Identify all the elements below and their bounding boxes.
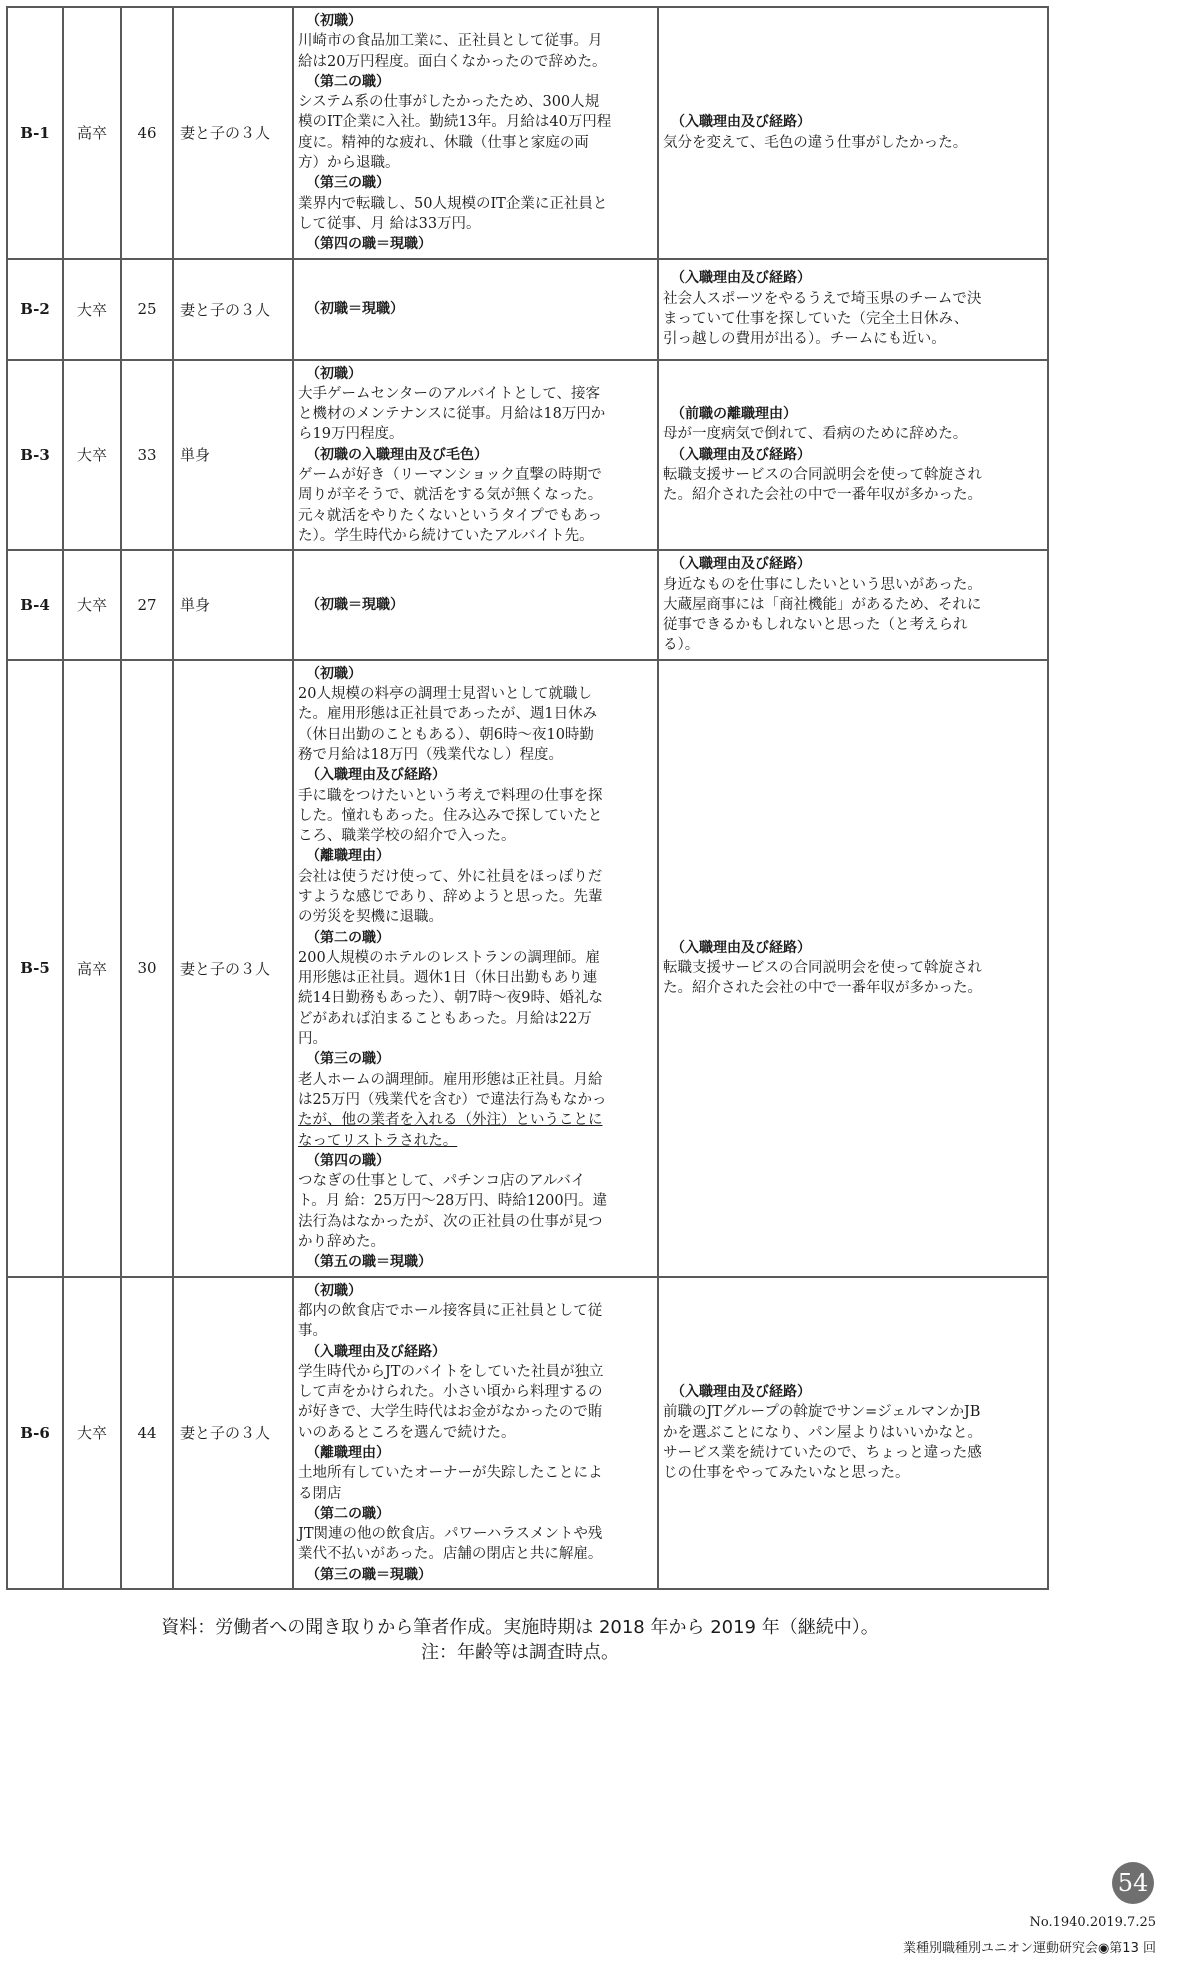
education-cell: 大卒 — [63, 360, 121, 551]
career-history-cell — [293, 7, 658, 259]
career-text-line: 事。 — [298, 1323, 327, 1340]
reason-text-line: かを選ぶことになり、パン屋よりはいいかなと。 — [663, 1424, 982, 1441]
career-section-heading: （第五の職＝現職） — [306, 1254, 432, 1271]
career-text-line: （休日出勤のこともある）、朝6時～夜10時勤 — [298, 726, 594, 743]
case-id-cell: B-4 — [7, 550, 63, 659]
career-text-line: 都内の飲食店でホール接客員に正社員として従 — [298, 1302, 603, 1319]
career-section-heading: （第三の職＝現職） — [306, 1566, 432, 1583]
career-text-line: が好きで、大学生時代はお金がなかったので賄 — [298, 1404, 603, 1421]
education-cell: 大卒 — [63, 259, 121, 360]
case-id-cell: B-5 — [7, 660, 63, 1277]
entry-reason-cell — [658, 7, 1048, 259]
career-text-line: 20人規模の料亭の調理士見習いとして就職し — [298, 686, 592, 703]
career-section-heading: （初職） — [306, 1282, 362, 1299]
career-text-line: 会社は使うだけ使って、外に社員をほっぽりだ — [298, 868, 603, 885]
entry-reason-cell — [658, 660, 1048, 1277]
career-section-heading: （初職の入職理由及び毛色） — [306, 446, 488, 463]
career-text-line: ト。月 給：25万円～28万円、時給1200円。違 — [298, 1193, 608, 1210]
career-section-heading: （第二の職） — [306, 73, 390, 90]
career-text-line: 業界内で転職し、50人規模のIT企業に正社員と — [298, 195, 608, 212]
career-section-heading: （第三の職） — [306, 175, 390, 192]
reason-text-line: まっていて仕事を探していた（完全土日休み、 — [663, 311, 969, 328]
family-cell: 単身 — [173, 550, 293, 659]
career-section-heading: （入職理由及び経路） — [306, 1343, 446, 1360]
reason-text-line: 従事できるかもしれないと思った（と考えられ — [663, 617, 968, 634]
career-section-heading: （初職） — [306, 665, 362, 682]
career-text-line: 用形態は正社員。週休1日（休日出勤もあり連 — [298, 970, 598, 987]
career-text-line: ゲームが好き（リーマンショック直撃の時期で — [298, 467, 602, 484]
career-text-line: 老人ホームの調理師。雇用形態は正社員。月給 — [298, 1071, 603, 1088]
education-cell: 大卒 — [63, 550, 121, 659]
reason-section-heading: （入職理由及び経路） — [671, 446, 811, 463]
reason-text-line: 前職のJTグループの斡旋でサン=ジェルマンかJB — [663, 1404, 981, 1421]
career-text-line: 学生時代からJTのバイトをしていた社員が独立 — [298, 1363, 604, 1380]
career-section-heading: （初職＝現職） — [306, 300, 404, 317]
reason-text-line: 社会人スポーツをやるうえで埼玉県のチームで決 — [663, 290, 982, 307]
reason-text-line: 身近なものを仕事にしたいという思いがあった。 — [663, 576, 982, 593]
family-cell: 妻と子の３人 — [173, 259, 293, 360]
interview-case-table — [6, 6, 1049, 1590]
career-history-cell — [293, 360, 658, 551]
career-text-line: いのあるところを選んで続けた。 — [298, 1424, 516, 1441]
reason-text-line: 大蔵屋商事には「商社機能」があるため、それに — [663, 596, 982, 613]
age-cell: 30 — [121, 660, 173, 1277]
career-history-cell — [293, 1277, 658, 1589]
career-text-line: の労災を契機に退職。 — [298, 909, 443, 926]
career-text-line: る閉店 — [298, 1485, 342, 1502]
source-note-line: 注：年齢等は調査時点。 — [421, 1642, 619, 1663]
career-section-heading: （初職） — [306, 365, 362, 382]
page-number-badge: 54 — [1112, 1862, 1154, 1904]
case-id-cell: B-2 — [7, 259, 63, 360]
reason-text-line: 転職支援サービスの合同説明会を使って斡旋され — [663, 960, 982, 977]
case-id-cell: B-6 — [7, 1277, 63, 1589]
career-text-line: システム系の仕事がしたかったため、300人規 — [298, 94, 600, 111]
age-cell: 33 — [121, 360, 173, 551]
career-history-cell — [293, 660, 658, 1277]
career-section-heading: （離職理由） — [306, 1445, 390, 1461]
career-text-line: 土地所有していたオーナーが失踪したことによ — [298, 1465, 603, 1482]
career-text-line: 務で月給は18万円（残業代なし）程度。 — [298, 746, 563, 763]
table-body — [7, 7, 1048, 1589]
career-section-heading: （第二の職） — [306, 1505, 390, 1522]
career-text-line: 模のIT企業に入社。勤続13年。月給は40万円程 — [298, 114, 612, 131]
source-note-line: 資料：労働者への聞き取りから筆者作成。実施時期は 2018 年から 2019 年（継続中）。 — [161, 1617, 879, 1638]
family-cell: 妻と子の３人 — [173, 1277, 293, 1589]
issue-number: No.1940.2019.7.25 — [1029, 1915, 1156, 1930]
career-text-line: どがあれば泊まることもあった。月給は22万 — [298, 1010, 592, 1027]
reason-text-line: サービス業を続けていたので、ちょっと違った感 — [663, 1445, 982, 1461]
career-text-line: 続14日勤務もあった）、朝7時～夜9時、婚礼な — [298, 990, 604, 1007]
entry-reason-cell — [658, 1277, 1048, 1589]
interview-table-container — [6, 6, 1038, 1590]
career-text-line: JT関連の他の飲食店。パワーハラスメントや残 — [298, 1526, 603, 1543]
reason-text-line: た。紹介された会社の中で一番年収が多かった。 — [663, 980, 982, 997]
career-text-line: かり辞めた。 — [298, 1234, 385, 1251]
career-text-line: 元々就活をやりたくないというタイプでもあっ — [298, 507, 603, 524]
reason-section-heading: （入職理由及び経路） — [671, 556, 811, 573]
education-cell: 大卒 — [63, 1277, 121, 1589]
career-text-line: つなぎの仕事として、パチンコ店のアルバイ — [298, 1173, 586, 1190]
career-section-heading: （初職） — [306, 13, 362, 29]
table-row — [7, 360, 1048, 551]
case-id-cell: B-3 — [7, 360, 63, 551]
career-text-line: た）。学生時代から続けていたアルバイト先。 — [298, 527, 594, 544]
entry-reason-cell — [658, 550, 1048, 659]
career-text-line: 業代不払いがあった。店舗の閉店と共に解雇。 — [298, 1546, 603, 1563]
age-cell: 25 — [121, 259, 173, 360]
reason-text-line: た。紹介された会社の中で一番年収が多かった。 — [663, 487, 982, 504]
career-section-heading: （初職＝現職） — [306, 596, 404, 613]
table-row — [7, 550, 1048, 659]
reason-text-line: じの仕事をやってみたいなと思った。 — [663, 1465, 910, 1482]
family-cell: 単身 — [173, 360, 293, 551]
age-cell: 46 — [121, 7, 173, 259]
career-text-line: 手に職をつけたいという考えで料理の仕事を探 — [298, 787, 603, 804]
career-text-line: 給は20万円程度。面白くなかったので辞めた。 — [298, 53, 607, 70]
career-text-line: 大手ゲームセンターのアルバイトとして、接客 — [298, 385, 601, 402]
career-text-line: た。雇用形態は正社員であったが、週1日休み — [298, 706, 598, 723]
reason-section-heading: （前職の離職理由） — [671, 406, 797, 423]
career-text-line: すような感じであり、辞めようと思った。先輩 — [298, 888, 603, 905]
entry-reason-cell — [658, 360, 1048, 551]
age-cell: 44 — [121, 1277, 173, 1589]
source-note — [0, 1615, 1040, 1665]
career-text-line: 川崎市の食品加工業に、正社員として従事。月 — [298, 33, 603, 50]
family-cell: 妻と子の３人 — [173, 7, 293, 259]
career-text-line: 周りが辛そうで、就活をする気が無くなった。 — [298, 487, 603, 504]
table-row — [7, 660, 1048, 1277]
table-row — [7, 1277, 1048, 1589]
career-text-line: 度に。精神的な疲れ、休職（仕事と家庭の両 — [298, 134, 589, 151]
education-cell: 高卒 — [63, 660, 121, 1277]
career-text-line: は25万円（残業代を含む）で違法行為もなかっ — [298, 1091, 607, 1108]
career-section-heading: （第二の職） — [306, 929, 390, 946]
career-history-cell — [293, 550, 658, 659]
career-text-line: して従事、月 給は33万円。 — [298, 215, 481, 232]
career-text-line: たが、他の業者を入れる（外注）ということに — [298, 1112, 603, 1129]
career-text-line: と機材のメンテナンスに従事。月給は18万円か — [298, 406, 606, 423]
career-section-heading: （第四の職＝現職） — [306, 236, 432, 253]
table-row — [7, 259, 1048, 360]
career-history-cell — [293, 259, 658, 360]
career-text-line: 方）から退職。 — [298, 155, 400, 172]
reason-section-heading: （入職理由及び経路） — [671, 270, 811, 287]
reason-text-line: る）。 — [663, 637, 700, 654]
age-cell: 27 — [121, 550, 173, 659]
reason-section-heading: （入職理由及び経路） — [671, 1384, 811, 1401]
career-text-line: して声をかけられた。小さい頃から料理するの — [298, 1384, 603, 1401]
career-text-line: 法行為はなかったが、次の正社員の仕事が見つ — [298, 1213, 603, 1230]
education-cell: 高卒 — [63, 7, 121, 259]
career-text-line: 円。 — [298, 1031, 327, 1048]
reason-section-heading: （入職理由及び経路） — [671, 939, 811, 956]
career-text-line: 200人規模のホテルのレストランの調理師。雇 — [298, 949, 601, 966]
career-section-heading: （第四の職） — [306, 1152, 390, 1169]
reason-section-heading: （入職理由及び経路） — [671, 114, 811, 131]
career-text-line: なってリストラされた。 — [298, 1132, 458, 1149]
case-id-cell: B-1 — [7, 7, 63, 259]
career-text-line: ら19万円程度。 — [298, 426, 404, 443]
career-section-heading: （離職理由） — [306, 848, 390, 865]
entry-reason-cell — [658, 259, 1048, 360]
career-section-heading: （第三の職） — [306, 1051, 390, 1068]
reason-text-line: 引っ越しの費用が出る）。チームにも近い。 — [663, 331, 946, 348]
career-text-line: ころ、職業学校の紹介で入った。 — [298, 828, 516, 845]
career-section-heading: （入職理由及び経路） — [306, 767, 446, 784]
publication-name: 業種別職種別ユニオン運動研究会◉第13 回 — [902, 1941, 1156, 1956]
reason-text-line: 転職支援サービスの合同説明会を使って斡旋され — [663, 467, 982, 484]
reason-text-line: 母が一度病気で倒れて、看病のために辞めた。 — [663, 426, 968, 443]
table-row — [7, 7, 1048, 259]
career-text-line: した。憧れもあった。住み込みで探していたと — [298, 807, 603, 824]
reason-text-line: 気分を変えて、毛色の違う仕事がしたかった。 — [663, 134, 968, 151]
family-cell: 妻と子の３人 — [173, 660, 293, 1277]
